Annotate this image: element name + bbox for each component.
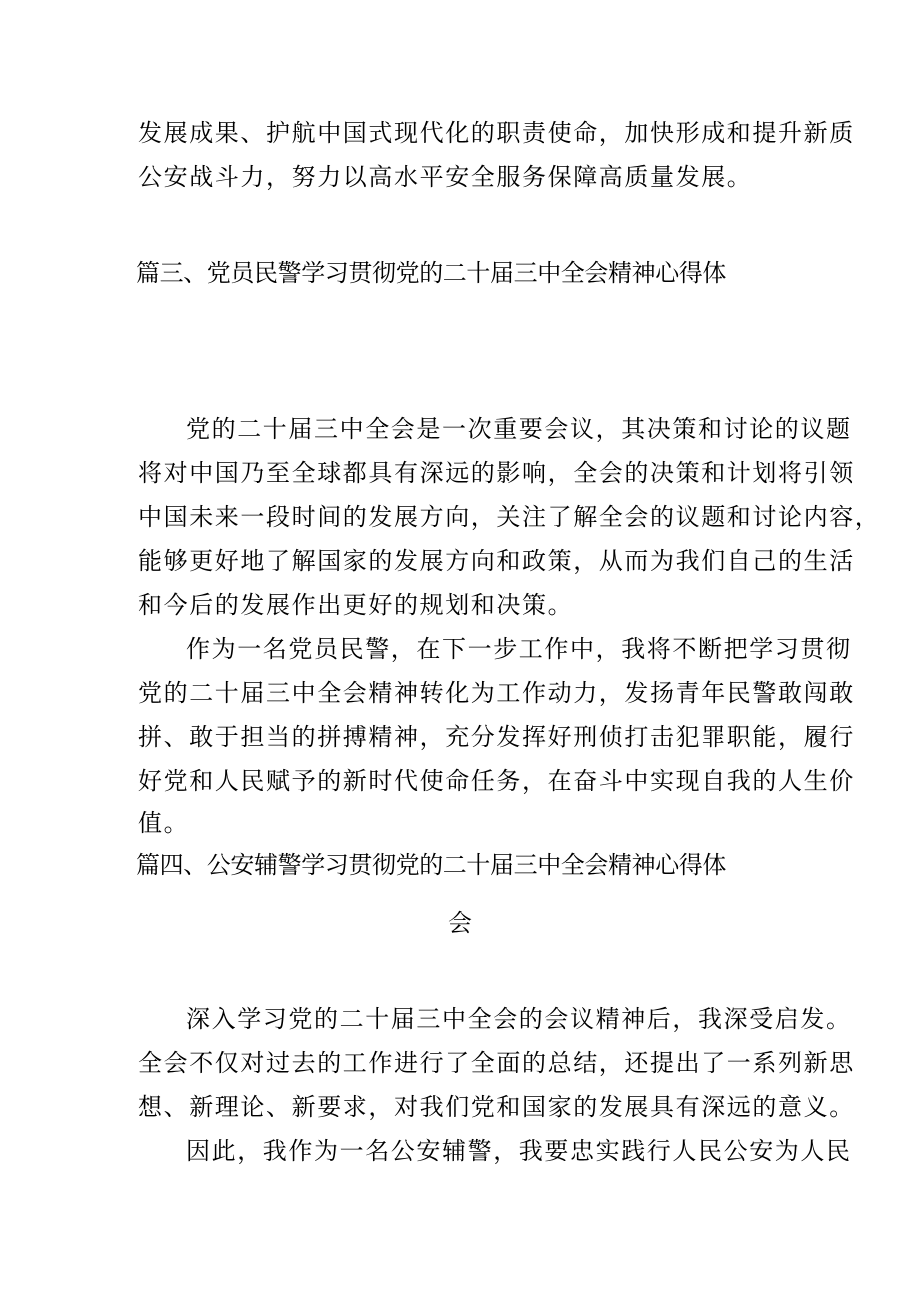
body-text-line: 深入学习党的二十届三中全会的会议精神后，我深受启发。: [186, 1005, 852, 1033]
body-text-line: 党的二十届三中全会精神转化为工作动力，发扬青年民警敢闯敢: [138, 679, 855, 707]
body-text-line: 因此，我作为一名公安辅警，我要忠实践行人民公安为人民: [186, 1137, 852, 1165]
body-text-line: 拼、敢于担当的拼搏精神，充分发挥好刑侦打击犯罪职能，履行: [138, 723, 855, 751]
body-text-line: 全会不仅对过去的工作进行了全面的总结，还提出了一系列新思: [138, 1049, 855, 1077]
body-text-line: 公安战斗力，努力以高水平安全服务保障高质量发展。: [138, 163, 753, 191]
body-text-line: 想、新理论、新要求，对我们党和国家的发展具有深远的意义。: [138, 1093, 855, 1121]
body-text-line: 党的二十届三中全会是一次重要会议，其决策和讨论的议题: [186, 415, 852, 443]
section-3-title: 篇三、党员民警学习贯彻党的二十届三中全会精神心得体: [136, 259, 726, 287]
body-text-line: 和今后的发展作出更好的规划和决策。: [138, 591, 574, 619]
body-text-line: 发展成果、护航中国式现代化的职责使命，加快形成和提升新质: [138, 119, 855, 147]
body-text-line: 中国未来一段时间的发展方向，关注了解全会的议题和讨论内容，: [138, 503, 881, 531]
body-text-line: 好党和人民赋予的新时代使命任务，在奋斗中实现自我的人生价: [138, 767, 855, 795]
body-text-line: 值。: [138, 809, 190, 837]
body-text-line: 能够更好地了解国家的发展方向和政策，从而为我们自己的生活: [138, 547, 855, 575]
section-4-title-continuation: 会: [448, 909, 472, 937]
section-4-title: 篇四、公安辅警学习贯彻党的二十届三中全会精神心得体: [136, 851, 726, 879]
body-text-line: 作为一名党员民警，在下一步工作中，我将不断把学习贯彻: [186, 635, 852, 663]
body-text-line: 将对中国乃至全球都具有深远的影响，全会的决策和计划将引领: [138, 459, 855, 487]
